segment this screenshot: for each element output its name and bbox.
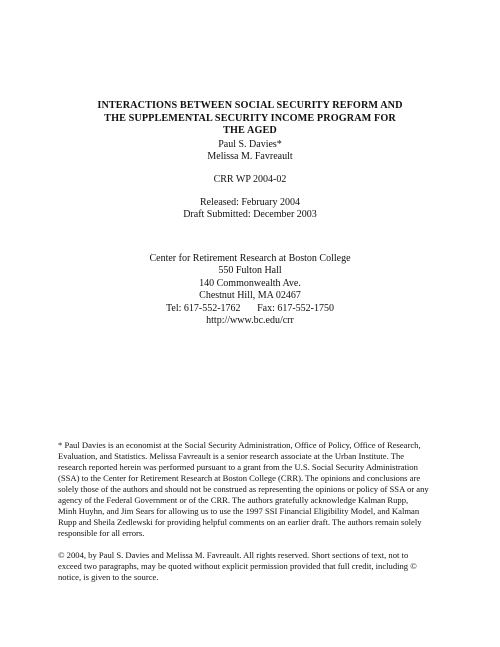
paper-dates xyxy=(60,197,440,222)
copyright-line: © 2004, by Paul S. Davies and Melissa M. Favreault. All rights reserved. Short sections of text, not to xyxy=(58,550,409,560)
copyright-line: notice, is given to the source. xyxy=(58,572,159,582)
title-line: INTERACTIONS BETWEEN SOCIAL SECURITY REFORM AND xyxy=(97,100,403,111)
footnote-line: research reported herein was performed pursuant to a grant from the U.S. Social Security Administration xyxy=(58,462,418,472)
author-footnote xyxy=(58,440,450,539)
footnote-line: solely those of the authors and should not be construed as representing the opinions or policy of SSA or any xyxy=(58,484,429,494)
website-link[interactable]: http://www.bc.edu/crr xyxy=(206,315,294,327)
copyright-notice xyxy=(58,550,450,583)
author-name: Melissa M. Favreault xyxy=(207,151,293,163)
footnote-line: Evaluation, and Statistics. Melissa Favreault is a senior research associate at the Urban Institute. The xyxy=(58,451,405,461)
submitted-date: Draft Submitted: December 2003 xyxy=(183,209,317,221)
copyright-line: exceed two paragraphs, may be quoted without explicit permission provided that full credit, including © xyxy=(58,561,417,571)
working-paper-number xyxy=(60,174,440,186)
paper-title xyxy=(60,100,440,138)
telephone: Tel: 617-552-1762 xyxy=(165,302,241,314)
footnote-line: (SSA) to the Center for Retirement Research at Boston College (CRR). The opinions and conclusions are xyxy=(58,473,421,483)
city-state-zip: Chestnut Hill, MA 02467 xyxy=(199,290,301,302)
released-date: Released: February 2004 xyxy=(200,197,300,208)
institution-address xyxy=(60,253,440,327)
footnote-line: Rupp and Sheila Zedlewski for providing helpful comments on an earlier draft. The authors remain solely xyxy=(58,517,422,527)
footnote-line: responsible for all errors. xyxy=(58,528,145,538)
organization-name: Center for Retirement Research at Boston College xyxy=(149,253,351,264)
footnote-line: agency of the Federal Government or of the CRR. The authors gratefully acknowledge Kalman Rupp, xyxy=(58,495,409,505)
building: 550 Fulton Hall xyxy=(218,265,282,277)
footnote-line: Minh Huyhn, and Jim Sears for allowing us to use the 1997 SSI Financial Eligibility Model, and Kalman xyxy=(58,506,420,516)
contact-numbers xyxy=(60,303,440,315)
footnote-line: * Paul Davies is an economist at the Social Security Administration, Office of Policy, Office of Research, xyxy=(58,440,421,450)
fax: Fax: 617-552-1750 xyxy=(257,302,335,314)
author-name: Paul S. Davies* xyxy=(218,139,282,150)
title-line: THE SUPPLEMENTAL SECURITY INCOME PROGRAM FOR xyxy=(104,112,396,124)
street-address: 140 Commonwealth Ave. xyxy=(199,277,301,289)
author-list xyxy=(60,139,440,164)
title-line: THE AGED xyxy=(223,125,277,136)
working-paper-id: CRR WP 2004-02 xyxy=(213,174,287,185)
